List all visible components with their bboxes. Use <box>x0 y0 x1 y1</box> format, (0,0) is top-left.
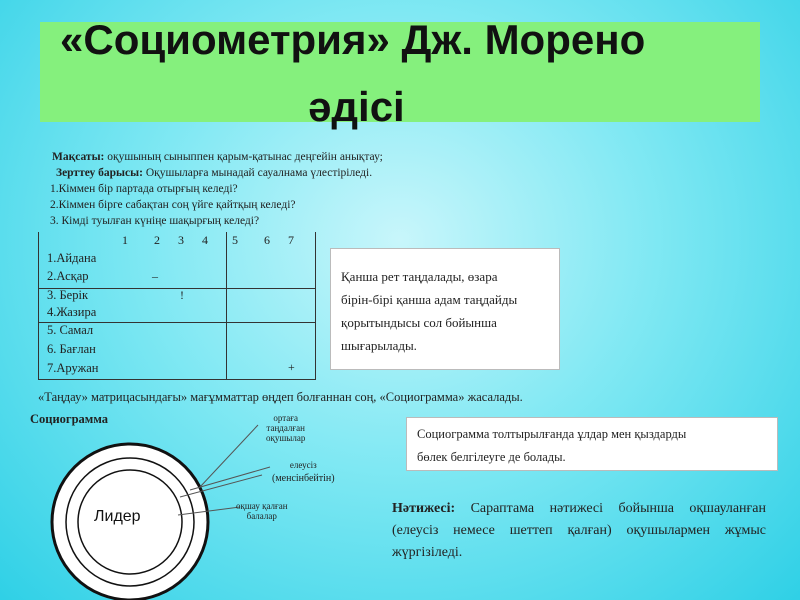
title-line-1: «Социометрия» Дж. Морено <box>60 16 646 63</box>
matrix-col-header: 1 <box>122 233 128 247</box>
goal-text: оқушының сыныппен қарым-қатынас деңгейін анықтау; <box>104 151 383 163</box>
result-text: Сараптама нәтижесі бойынша оқшауланған (елеусіз немесе шеттеп қалған) оқушылармен жұмыс жүргізіледі. <box>392 501 766 560</box>
label-isolated <box>236 501 288 521</box>
matrix-row-label: 2.Асқар <box>47 269 89 283</box>
pointer-line-top <box>200 425 258 487</box>
matrix-col-header: 6 <box>264 233 270 247</box>
diagram-label-line: балалар <box>246 511 277 521</box>
matrix-col-header: 4 <box>202 233 208 247</box>
matrix-divider <box>226 232 227 380</box>
note-line: шығарылады. <box>341 338 417 353</box>
result-paragraph <box>346 498 766 564</box>
label-unnoticed <box>272 460 335 484</box>
matrix-mark: ! <box>180 288 184 302</box>
note-line: бөлек белгілеуге де болады. <box>417 450 566 464</box>
diagram-label-line: елеусіз <box>289 460 317 470</box>
diagram-label-line: (менсінбейтін) <box>272 473 335 484</box>
matrix-col-header: 2 <box>154 233 160 247</box>
diagram-label-line: ортаға <box>273 413 298 423</box>
label-central-chosen <box>266 413 305 443</box>
goal-label: Мақсаты: <box>52 151 105 163</box>
result-label: Нәтижесі: <box>392 501 456 516</box>
choice-matrix <box>38 232 316 380</box>
matrix-border-right <box>315 232 316 380</box>
sociogram-diagram <box>0 415 400 600</box>
sociogram-label: Социограмма <box>30 412 109 426</box>
title-line-2: әдісі <box>308 83 405 130</box>
pointer-line-mid <box>190 467 270 490</box>
matrix-col-header: 3 <box>178 233 184 247</box>
question-2: 2.Кіммен бірге сабақтан соң үйге қайтқың келеді? <box>50 199 296 211</box>
matrix-row-label: 4.Жазира <box>47 305 97 319</box>
sociogram-note <box>406 417 778 471</box>
note-line: қорытындысы сол бойынша <box>341 315 497 330</box>
leader-label: Лидер <box>94 508 141 525</box>
process-line <box>56 167 372 179</box>
result-line-1 <box>346 498 766 564</box>
note-line: Қанша рет таңдалады, өзара <box>341 269 498 284</box>
question-3: 3. Кімді туылған күніңе шақырғың келеді? <box>50 215 260 227</box>
matrix-border-left <box>38 232 39 380</box>
selection-count-note <box>330 248 560 370</box>
note-line: бірін-бірі қанша адам таңдайды <box>341 292 518 307</box>
process-label: Зерттеу барысы: <box>56 167 143 179</box>
matrix-row-label: 6. Бағлан <box>47 342 96 356</box>
matrix-col-header: 5 <box>232 233 238 247</box>
matrix-col-header: 7 <box>288 233 294 247</box>
matrix-caption: «Таңдау» матрицасындағы» мағұмматтар өңдеп болғаннан соң, «Социограмма» жасалады. <box>38 390 523 404</box>
matrix-row-label: 3. Берік <box>47 288 89 302</box>
diagram-label-line: оқшау қалған <box>236 501 288 511</box>
diagram-label-line: таңдалған <box>266 423 305 433</box>
process-text: Оқушыларға мынадай сауалнама үлестіріледі. <box>142 167 373 179</box>
matrix-row-label: 1.Айдана <box>47 251 97 265</box>
note-line: Социограмма толтырылғанда ұлдар мен қыздарды <box>417 427 687 441</box>
question-1: 1.Кіммен бір партада отырғың келеді? <box>50 183 238 195</box>
goal-line <box>52 151 383 163</box>
matrix-row-label: 7.Аружан <box>47 361 99 375</box>
matrix-border-bottom <box>38 379 316 380</box>
matrix-mark: + <box>288 360 295 374</box>
matrix-mark: – <box>152 269 158 283</box>
matrix-row-label: 5. Самал <box>47 323 94 337</box>
diagram-label-line: оқушылар <box>266 433 306 443</box>
